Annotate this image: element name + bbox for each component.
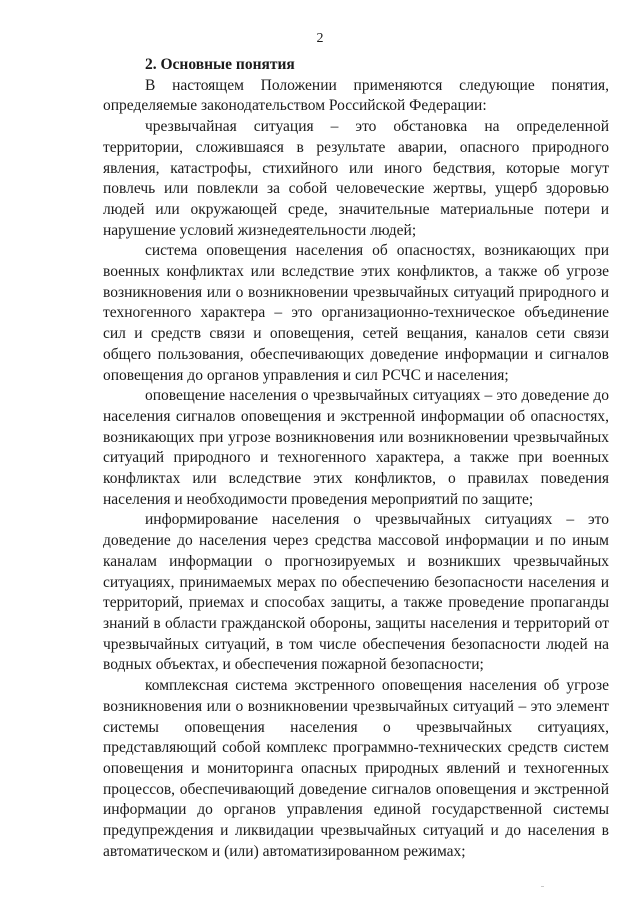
paragraph-population-informing-definition: информирование населения о чрезвычайных ситуациях – это доведение до населения через средства массовой информации и по иным каналам информации о прогнозируемых и возникших чрезвычайных ситуациях, принимаемых мерах по обеспечению безопасности населения и территорий, приемах и способах защиты, а также проведение пропаганды знаний в области гражданской обороны, защиты населения и территорий от чрезвычайных ситуаций, в том числе обеспечения безопасности людей на водных объектах, и обеспечения пожарной безопасности; [103, 511, 609, 674]
paragraph-intro: В настоящем Положении применяются следующие понятия, определяемые законодательством Российской Федерации: [103, 76, 609, 115]
paragraph-emergency-definition: чрезвычайная ситуация – это обстановка на определенной территории, сложившаяся в результате аварии, опасного природного явления, катастрофы, стихийного или иного бедствия, которые могут повлечь или повлекли за собой человеческие жертвы, ущерб здоровью людей или окружающей среде, значительные материальные потери и нарушение условий жизнедеятельности людей; [103, 118, 609, 239]
paragraph-complex-system-definition: комплексная система экстренного оповещения населения об угрозе возникновения или о возникновении чрезвычайных ситуаций – это элемент системы оповещения населения о чрезвычайных ситуациях, представляющий собой комплекс программно-технических средств систем оповещения и мониторинга опасных природных явлений и техногенных процессов, обеспечивающий доведение сигналов оповещения и экстренной информации до органов управления единой государственной системы предупреждения и ликвидации чрезвычайных ситуаций и до населения в автоматическом и (или) автоматизированном режимах; [103, 677, 609, 860]
page-number: 2 [316, 31, 324, 46]
paragraph-population-warning-definition: оповещение населения о чрезвычайных ситуациях – это доведение до населения сигналов оповещения и экстренной информации об опасностях, возникающих при угрозе возникновения или возникновении чрезвычайных ситуаций природного и техногенного характера, а также при военных конфликтах или вследствие этих конфликтов, о правилах поведения населения и необходимости проведения мероприятий по защите; [103, 387, 609, 508]
section-heading: 2. Основные понятия [145, 56, 295, 73]
paragraph-warning-system-definition: система оповещения населения об опасностях, возникающих при военных конфликтах или вследствие этих конфликтов, а также об угрозе возникновения или о возникновении чрезвычайных ситуаций природного и техногенного характера – это организационно-техническое объединение сил и средств связи и оповещения, сетей вещания, каналов сети связи общего пользования, обеспечивающих доведение информации и сигналов оповещения до органов управления и сил РСЧС и населения; [103, 242, 609, 384]
document-body [103, 55, 609, 862]
scan-mark [541, 886, 544, 887]
